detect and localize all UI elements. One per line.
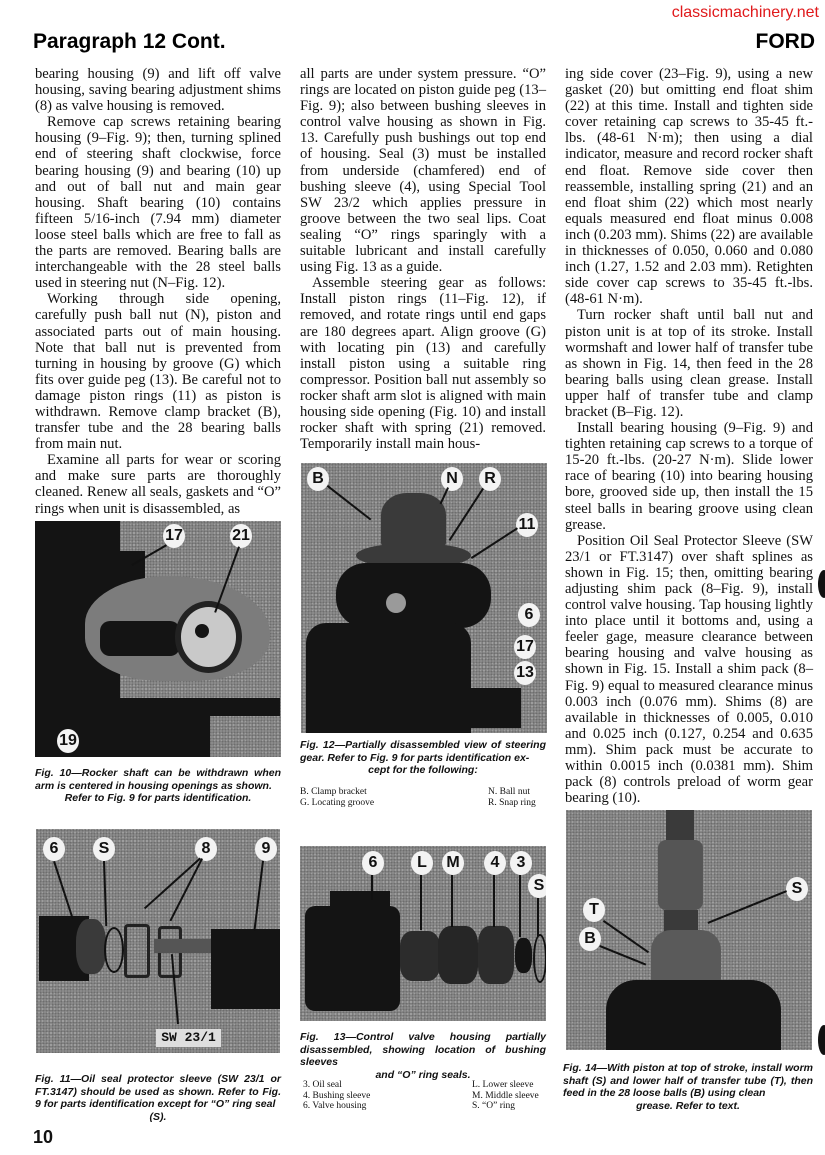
callout-S: S [528,874,546,898]
figure-10-caption [35,767,281,805]
callout-N: N [441,467,463,491]
callout-6: 6 [43,837,65,861]
caption-line: grease. Refer to text. [636,1099,740,1112]
legend-item: R. Snap ring [488,797,536,808]
tool-label: SW 23/1 [156,1029,221,1047]
caption-line: and “O” ring seals. [375,1068,471,1081]
binding-hole-mark [818,1025,825,1055]
caption-line: Refer to Fig. 9 for parts identification. [64,792,252,804]
paragraph: Turn rocker shaft until ball nut and piston unit is at top of its stroke. Install wormshaft and lower half of transfer tube as shown in Fig. 14, then feed in the 28 bearing balls using clean grease. Install upper half of transfer tube and clamp bracket (B–Fig. 12). [565,307,813,420]
figure-11-photo [36,829,280,1053]
callout-T: T [583,898,605,922]
callout-19: 19 [57,729,79,753]
legend-item: S. “O” ring [472,1101,516,1111]
figure-13-caption [300,1031,546,1081]
figure-11-caption [35,1073,281,1123]
page-number: 10 [33,1127,54,1147]
callout-11: 11 [516,513,538,537]
figure-12-legend-right [488,787,558,808]
caption-line: Fig. 11—Oil seal protector sleeve (SW 23/1 or FT.3147) should be used as shown. Refer to Fig. 9 for parts identification except for “O” ring seal [35,1073,281,1110]
paragraph: Working through side opening, carefully push ball nut (N), piston and associated parts out of main housing. Note that ball nut is prevented from turning in housing by groove (G) which fits over guide peg (13). Be careful not to damage piston rings (11) as piston is withdrawn. Remove clamp bracket (B), transfer tube and the 28 bearing balls from main nut. [35,291,281,453]
binding-hole-mark [818,570,825,598]
callout-17: 17 [514,635,536,659]
paragraph: bearing housing (9) and lift off valve housing, saving bearing adjustment shims (8) as valve housing is removed. [35,66,281,115]
legend-item: 6. Valve housing [303,1101,367,1111]
callout-S: S [786,877,808,901]
callout-4: 4 [484,851,506,875]
callout-6: 6 [362,851,384,875]
callout-6: 6 [518,603,540,627]
legend-item: 4. Bushing sleeve [303,1090,371,1101]
callout-B: B [579,927,601,951]
figure-10-photo [35,521,281,757]
caption-line: (S). [149,1110,167,1123]
figure-12-caption [300,739,546,777]
legend-item: M. Middle sleeve [472,1090,539,1101]
text-column-2 [300,66,546,452]
paragraph: Install bearing housing (9–Fig. 9) and tighten retaining cap screws to a torque of 15-20 ft.-lbs. (20-27 N·m). Slide lower race of bearing (10) into bearing housing bore, grooved side up, then install the 15 steel balls in bearing groove using clean grease. [565,420,813,533]
caption-line: Fig. 14—With piston at top of stroke, install worm shaft (S) and lower half of transfer tube (T), then feed in the 28 loose balls (B) using clean [563,1062,813,1099]
legend-item: G. Locating groove [300,797,375,808]
paragraph: Assemble steering gear as follows: Install piston rings (11–Fig. 12), if removed, and rotate rings until end gaps are 180 degrees apart. Align groove (G) with locating pin (13) and carefully install piston using a suitable ring compressor. Position ball nut assembly so rocker shaft arm slot is aligned with main housing side opening (Fig. 10) and install rocker shaft with spring (21) removed. Temporarily install main hous- [300,275,546,453]
legend-item: L. Lower sleeve [472,1080,534,1090]
callout-8: 8 [195,837,217,861]
paragraph: Position Oil Seal Protector Sleeve (SW 23/1 or FT.3147) over shaft splines as shown in Fig. 15; then, omitting bearing adjusting shim pack (8–Fig. 9), install control valve housing. Tap housing lightly into place until it bottoms and, using a feeler gage, measure clearance between bearing housing and valve housing as shown in Fig. 15. Install a shim pack (8–Fig. 9) equal to measured clearance minus 0.003 inch (0.076 mm). Shims (8) are available in thicknesses of 0.005, 0.010 and 0.025 inch (0.127, 0.254 and 0.635 mm). Shim pack must be accurate to within 0.0015 inch (0.0381 mm). Shim pack (8) controls preload of worm gear bearing (10). [565,532,813,807]
section-heading: Paragraph 12 Cont. [33,30,226,53]
figure-12-legend-left [300,787,420,808]
callout-M: M [442,851,464,875]
callout-17: 17 [163,524,185,548]
callout-L: L [411,851,433,875]
callout-B: B [307,467,329,491]
callout-3: 3 [510,851,532,875]
figure-12-photo [301,463,547,733]
callout-R: R [479,467,501,491]
text-column-3 [565,66,813,806]
text-column-1 [35,66,281,517]
figure-14-caption [563,1062,813,1112]
callout-21: 21 [230,524,252,548]
figure-13-legend-right [472,1080,552,1112]
paragraph: Examine all parts for wear or scoring and make sure parts are thoroughly cleaned. Renew all seals, gaskets and “O” rings when unit is disassembled, as [35,452,281,517]
paragraph: Remove cap screws retaining bearing housing (9–Fig. 9); then, turning splined end of steering shaft clockwise, force bearing housing (9) and bearing (10) up and out of ball nut and main gear housing. Shaft bearing (10) contains fifteen 5/16-inch (7.94 mm) diameter loose steel balls which are free to fall as the parts are removed. Bearing balls are interchangeable with the 28 steel balls used in steering nut (N–Fig. 12). [35,114,281,292]
paragraph: ing side cover (23–Fig. 9), using a new gasket (20) but omitting end float shim (22) at this time. Install and tighten side cover retaining cap screws to 35-45 ft.-lbs. (48-61 N·m); then using a dial indicator, measure and record rocker shaft end float. Remove side cover then reassemble, installing spring (21) and an end float shim (22) which most nearly equals measured end float minus 0.008 inch (0.203 mm). Shims (22) are available in thicknesses of 0.050, 0.060 and 0.080 inch (1.27, 1.52 and 2.03 mm). Retighten side cover cap screws to 35-45 ft.-lbs. (48-61 N·m). [565,66,813,308]
brand-heading: FORD [755,30,815,53]
caption-line: Fig. 13—Control valve housing partially disassembled, showing location of bushing sleeves [300,1031,546,1068]
legend-item: B. Clamp bracket [300,787,367,797]
caption-line: Fig. 12—Partially disassembled view of steering gear. Refer to Fig. 9 for parts identification ex- [300,739,546,764]
caption-line: cept for the following: [368,764,478,776]
caption-line: Fig. 10—Rocker shaft can be withdrawn when arm is centered in housing openings as shown. [35,767,281,792]
legend-item: N. Ball nut [488,787,530,797]
figure-13-legend-left [303,1080,423,1112]
figure-13-photo [300,846,546,1021]
figure-14-photo [566,810,812,1050]
callout-S: S [93,837,115,861]
legend-item: 3. Oil seal [303,1080,342,1090]
callout-9: 9 [255,837,277,861]
paragraph: all parts are under system pressure. “O” rings are located on piston guide peg (13–Fig. 9); also between bushing sleeves in control valve housing as shown in Fig. 13. Carefully push bushings out top end of housing. Seal (3) must be installed from underside (chamfered) end of bushing sleeve (4), using Special Tool SW 23/2 which applies pressure in groove between the two seal lips. Coat sealing “O” rings sparingly with a suitable lubricant and install carefully using Fig. 13 as a guide. [300,66,546,276]
watermark-link[interactable]: classicmachinery.net [671,4,819,21]
callout-13: 13 [514,661,536,685]
